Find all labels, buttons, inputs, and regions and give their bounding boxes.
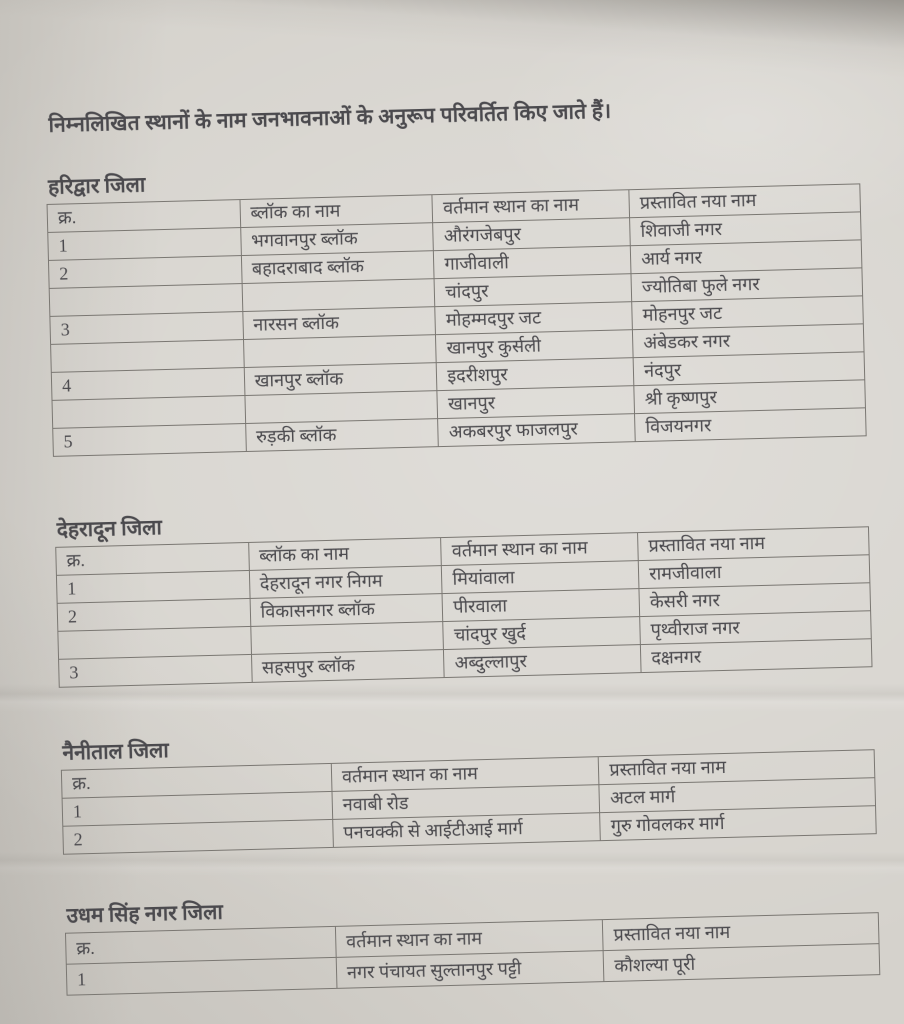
- table-cell: नारसन ब्लॉक: [242, 307, 435, 340]
- table-cell: विकासनगर ब्लॉक: [250, 594, 443, 627]
- table-cell: 5: [53, 424, 246, 457]
- district-section: [60, 717, 877, 855]
- table-cell: कौशल्या पूरी: [603, 944, 879, 982]
- column-header: क्र.: [56, 542, 249, 575]
- table-cell: विजयनगर: [635, 408, 867, 442]
- table-cell: अटल मार्ग: [599, 778, 875, 813]
- district-section: [54, 494, 872, 688]
- table-cell: रुड़की ब्लॉक: [245, 419, 438, 452]
- district-heading: देहरादून जिला: [56, 515, 163, 542]
- table-cell: बहादराबाद ब्लॉक: [241, 251, 434, 284]
- rename-table: [61, 749, 877, 855]
- column-header: वर्तमान स्थान का नाम: [432, 190, 629, 223]
- table-cell: 2: [57, 598, 250, 631]
- table-cell: मोहम्मदपुर जट: [435, 302, 632, 335]
- column-header: वर्तमान स्थान का नाम: [335, 920, 603, 958]
- table-cell: 3: [59, 654, 252, 687]
- table-cell: 1: [66, 957, 337, 995]
- column-header: ब्लॉक का नाम: [240, 195, 433, 228]
- table-cell: चांदपुर: [434, 274, 631, 307]
- table-cell: पीरवाला: [442, 589, 639, 622]
- table-cell: आर्य नगर: [630, 240, 862, 274]
- page-title: निम्नलिखित स्थानों के नाम जनभावनाओं के अनुरूप परिवर्तित किए जाते हैं।: [48, 98, 612, 137]
- column-header: प्रस्तावित नया नाम: [603, 913, 879, 951]
- column-header: क्र.: [61, 763, 332, 798]
- table-cell: गाजीवाली: [434, 246, 631, 279]
- table-cell: नवाबी रोड: [332, 785, 600, 820]
- table-cell: सहसपुर ब्लॉक: [251, 650, 444, 683]
- table-cell: दक्षनगर: [640, 639, 872, 673]
- table-cell: शिवाजी नगर: [630, 212, 862, 246]
- table-cell: अब्दुल्लापुर: [444, 645, 641, 678]
- table-cell: नंदपुर: [633, 352, 865, 386]
- table-cell: गुरु गोवलकर मार्ग: [600, 806, 876, 841]
- document-content: [44, 83, 880, 995]
- table-cell: खानपुर कुर्सली: [436, 330, 633, 363]
- table-cell: अंबेडकर नगर: [632, 324, 864, 358]
- table-cell: चांदपुर खुर्द: [443, 617, 640, 650]
- district-heading: नैनीताल जिला: [62, 738, 170, 765]
- district-section: [46, 151, 867, 457]
- table-cell: पृथ्वीराज नगर: [640, 611, 872, 645]
- column-header: प्रस्तावित नया नाम: [599, 750, 875, 785]
- district-heading: उधम सिंह नगर जिला: [66, 899, 224, 928]
- table-cell: औरंगजेबपुर: [433, 218, 630, 251]
- table-cell: 1: [48, 228, 241, 261]
- table-cell: मियांवाला: [442, 561, 639, 594]
- column-header: वर्तमान स्थान का नाम: [441, 533, 638, 566]
- table-cell: केसरी नगर: [639, 583, 871, 617]
- table-cell: श्री कृष्णपुर: [634, 380, 866, 414]
- column-header: वर्तमान स्थान का नाम: [331, 757, 599, 792]
- table-cell: 4: [51, 368, 244, 401]
- column-header: प्रस्तावित नया नाम: [638, 527, 870, 561]
- table-cell: 2: [48, 256, 241, 289]
- table-cell: देहरादून नगर निगम: [249, 566, 442, 599]
- table-cell: नगर पंचायत सुल्तानपुर पट्टी: [336, 951, 604, 989]
- column-header: ब्लॉक का नाम: [248, 538, 441, 571]
- column-header: प्रस्तावित नया नाम: [629, 184, 861, 218]
- table-cell: रामजीवाला: [638, 555, 870, 589]
- table-cell: खानपुर: [437, 386, 634, 419]
- table-cell: भगवानपुर ब्लॉक: [240, 223, 433, 256]
- table-cell: इदरीशपुर: [437, 358, 634, 391]
- rename-table: [47, 183, 867, 457]
- table-cell: मोहनपुर जट: [632, 296, 864, 330]
- table-cell: 2: [63, 819, 334, 854]
- district-heading: हरिद्वार जिला: [47, 172, 146, 199]
- table-cell: 1: [62, 791, 333, 826]
- table-cell: पनचक्की से आईटीआई मार्ग: [333, 813, 601, 848]
- table-cell: अकबरपुर फाजलपुर: [438, 414, 635, 447]
- table-cell: खानपुर ब्लॉक: [244, 363, 437, 396]
- column-header: क्र.: [65, 926, 336, 964]
- table-cell: 1: [56, 570, 249, 603]
- rename-table: [55, 526, 872, 688]
- sections-container: [46, 151, 881, 995]
- table-cell: 3: [50, 312, 243, 345]
- column-header: क्र.: [47, 200, 240, 233]
- table-cell: ज्योतिबा फुले नगर: [631, 268, 863, 302]
